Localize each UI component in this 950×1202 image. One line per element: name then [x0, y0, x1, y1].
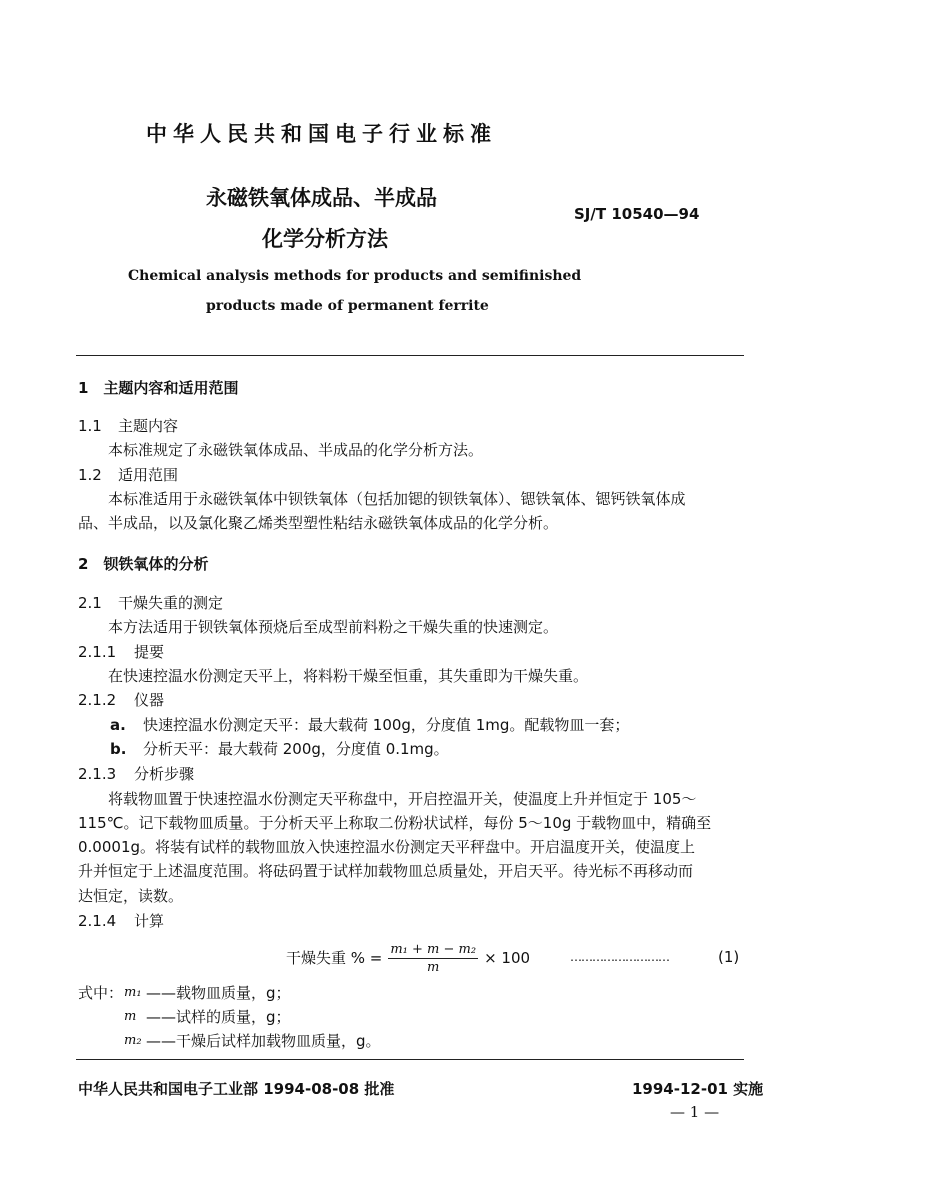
list-item-text: 分析天平：最大载荷 200g，分度值 0.1mg。 [143, 740, 449, 758]
list-item-marker: b. [110, 740, 127, 758]
standard-code: SJ/T 10540—94 [574, 205, 700, 223]
section-2-1-num: 2.1 [78, 594, 102, 612]
var-desc: ——载物皿质量，g； [146, 984, 291, 1002]
procedure-line: 0.0001g。将装有试样的载物皿放入快速控温水份测定天平秤盘中。开启温度开关，使温度上 [78, 838, 696, 856]
procedure-line: 升并恒定于上述温度范围。将砝码置于试样加载物皿总质量处，开启天平。待光标不再移动而 [78, 862, 694, 880]
footer-rule [76, 1059, 744, 1060]
section-1-1-title: 主题内容 [118, 417, 179, 435]
header-rule [76, 355, 744, 356]
var-symbol: m₂ [124, 1033, 142, 1048]
section-2-1-1-body: 在快速控温水份测定天平上，将料粉干燥至恒重，其失重即为干燥失重。 [108, 667, 589, 685]
section-2-1-2-num: 2.1.2 [78, 691, 117, 709]
var-symbol: m [124, 1009, 137, 1024]
page-number: — 1 — [670, 1103, 720, 1121]
list-item-text: 快速控温水份测定天平：最大载荷 100g，分度值 1mg。配载物皿一套； [143, 716, 630, 734]
section-1-1-num: 1.1 [78, 417, 102, 435]
section-2-1-body: 本方法适用于钡铁氧体预烧后至成型前料粉之干燥失重的快速测定。 [108, 618, 559, 636]
section-2-1-3-title: 分析步骤 [134, 765, 195, 783]
section-2-1-title: 干燥失重的测定 [118, 594, 224, 612]
section-1-heading: 1 主题内容和适用范围 [78, 379, 239, 397]
section-2-1-4-title: 计算 [134, 912, 165, 930]
section-1-2-title: 适用范围 [118, 466, 179, 484]
procedure-line: 达恒定，读数。 [78, 887, 184, 905]
formula-multiplier: × 100 [484, 949, 531, 967]
english-title-line2: products made of permanent ferrite [206, 298, 489, 314]
org-title: 中华人民共和国电子行业标准 [146, 122, 497, 146]
formula-denominator: m [427, 959, 440, 975]
section-2-1-1-title: 提要 [134, 643, 165, 661]
formula-fraction [388, 942, 478, 975]
formula-numerator: m₁ + m − m₂ [390, 941, 477, 957]
where-label: 式中： [78, 984, 124, 1002]
formula-leader: ……………………… [570, 950, 669, 964]
var-symbol: m₁ [124, 985, 142, 1000]
effective-date: 1994-12-01 实施 [632, 1080, 764, 1098]
var-desc: ——干燥后试样加载物皿质量，g。 [146, 1032, 381, 1050]
section-2-1-2-title: 仪器 [134, 691, 165, 709]
procedure-line: 将载物皿置于快速控温水份测定天平称盘中，开启控温开关，使温度上升并恒定于 105～ [108, 790, 697, 808]
procedure-line: 115℃。记下载物皿质量。于分析天平上称取二份粉状试样，每份 5～10g 于载物皿中，精确至 [78, 814, 712, 832]
section-2-heading: 2 钡铁氧体的分析 [78, 555, 209, 573]
doc-title-line2: 化学分析方法 [262, 227, 388, 251]
english-title-line1: Chemical analysis methods for products and semifinished [128, 268, 582, 284]
formula-number: (1) [718, 948, 740, 966]
formula-lhs: 干燥失重 % = [286, 949, 383, 967]
var-desc: ——试样的质量，g； [146, 1008, 291, 1026]
section-2-1-1-num: 2.1.1 [78, 643, 117, 661]
section-1-2-body-line1: 本标准适用于永磁铁氧体中钡铁氧体（包括加锶的钡铁氧体）、锶铁氧体、锶钙铁氧体成 [108, 490, 686, 508]
formula [286, 938, 530, 978]
section-1-1-body: 本标准规定了永磁铁氧体成品、半成品的化学分析方法。 [108, 441, 484, 459]
list-item-marker: a. [110, 716, 126, 734]
doc-title-line1: 永磁铁氧体成品、半成品 [206, 186, 437, 210]
section-1-2-body-line2: 品、半成品，以及氯化聚乙烯类型塑性粘结永磁铁氧体成品的化学分析。 [78, 514, 559, 532]
section-1-2-num: 1.2 [78, 466, 102, 484]
section-2-1-4-num: 2.1.4 [78, 912, 117, 930]
approval-note: 中华人民共和国电子工业部 1994-08-08 批准 [78, 1080, 395, 1098]
section-2-1-3-num: 2.1.3 [78, 765, 117, 783]
